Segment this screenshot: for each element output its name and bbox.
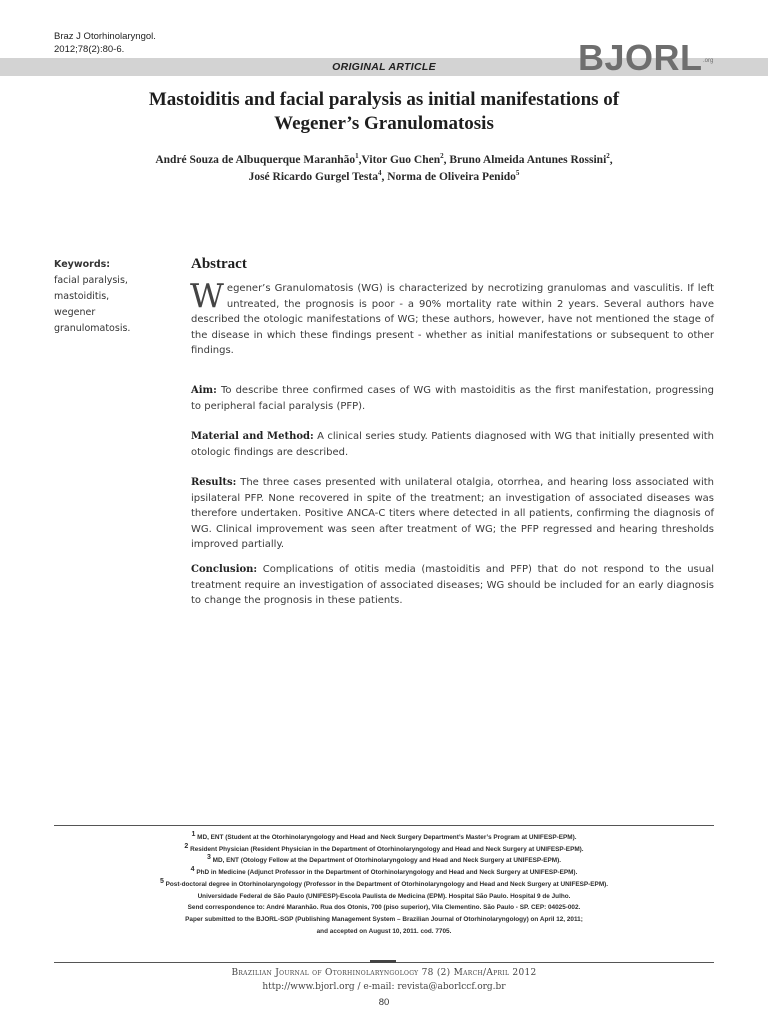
authors-line-1: André Souza de Albuquerque Maranhão$^1$,Vitor Guo Chen$^2$, Bruno Almeida Antunes Rossini$^2$, bbox=[155, 152, 613, 166]
abstract-heading: Abstract bbox=[191, 256, 247, 272]
conclusion-text: Complications of otitis media (mastoiditis and PFP) that do not respond to the usual treatment require an investigation of associated diseases; WG should be included for an early diagnosis to change the prognosis in these patients. bbox=[191, 564, 714, 606]
affiliation-mark: 2 bbox=[440, 152, 444, 161]
keyword-item: wegener bbox=[54, 307, 96, 318]
method-text: A clinical series study. Patients diagnosed with WG that initially presented with otologic findings are described. bbox=[191, 431, 714, 458]
keywords-label: Keywords: bbox=[54, 259, 111, 270]
keyword-item: facial paralysis, bbox=[54, 275, 128, 286]
footnote-4: $^4$ PhD in Medicine (Adjunct Professor in the Department of Otorhinolaryngology and Head and Neck Surgery at UNIFESP-EPM). bbox=[190, 865, 578, 877]
acceptance-note: and accepted on August 10, 2011. cod. 7705. bbox=[316, 927, 452, 935]
author-name: Bruno Almeida Antunes Rossini bbox=[449, 154, 607, 166]
title-line-1: Mastoiditis and facial paralysis as initial manifestations of bbox=[148, 89, 620, 110]
institution-note: Universidade Federal de São Paulo (UNIFESP)-Escola Paulista de Medicina (EPM). Hospital São Paulo. Hospital 9 de Julho. bbox=[197, 892, 571, 900]
footer-tick bbox=[370, 960, 396, 963]
volume-pages: 2012;78(2):80-6. bbox=[54, 44, 125, 55]
footnote-2: $^2$ Resident Physician (Resident Physician in the Department of Otorhinolaryngology and Head and Neck Surgery at UNIFESP-EPM). bbox=[184, 842, 584, 853]
footnote-1: $^1$ MD, ENT (Student at the Otorhinolaryngology and Head and Neck Surgery Department’s Master’s Program at UNIFESP-EPM). bbox=[191, 830, 577, 841]
drop-cap: W bbox=[190, 276, 224, 315]
submission-note: Paper submitted to the BJORL-SGP (Publishing Management System – Brazilian Journal of Otorhinolaryngology) on April 12, 2011; bbox=[185, 915, 583, 923]
keyword-item: mastoiditis, bbox=[54, 291, 110, 302]
article-title bbox=[60, 88, 708, 136]
logo-suffix: .org bbox=[703, 58, 714, 64]
title-line-2: Wegener’s Granulomatosis bbox=[274, 113, 494, 134]
abstract-method bbox=[191, 429, 714, 460]
affiliation-mark: 5 bbox=[515, 169, 520, 178]
author-name: José Ricardo Gurgel Testa bbox=[248, 171, 378, 183]
journal-name: Braz J Otorhinolaryngol. bbox=[54, 31, 156, 42]
section-label: ORIGINAL ARTICLE bbox=[332, 61, 436, 73]
footer-links[interactable]: http://www.bjorl.org / e-mail: revista@aborlccf.org.br bbox=[262, 982, 506, 992]
footnotes bbox=[54, 832, 714, 937]
correspondence-note: Send correspondence to: André Maranhão. Rua dos Otonis, 700 (piso superior), Vila Clementino. São Paulo - SP. CEP: 04025-002. bbox=[187, 904, 581, 912]
footnote-divider bbox=[54, 825, 714, 826]
footer-journal: Brazilian Journal of Otorhinolaryngology 78 (2) March/April 2012 bbox=[231, 968, 537, 978]
page-number: 80 bbox=[378, 997, 390, 1008]
abstract-results bbox=[191, 475, 714, 553]
conclusion-label: Conclusion: bbox=[191, 564, 258, 575]
keyword-item: granulomatosis. bbox=[54, 323, 131, 334]
footnote-5: $^5$ Post-doctoral degree in Otorhinolaryngology (Professor in the Department of Otorhinolaryngology and Head and Neck Surgery at UNIFESP-EPM). bbox=[159, 877, 609, 888]
author-name: Norma de Oliveira Penido bbox=[387, 171, 516, 183]
author-name: André Souza de Albuquerque Maranhão bbox=[155, 154, 356, 166]
method-label: Material and Method: bbox=[191, 431, 314, 442]
abstract-intro bbox=[190, 276, 714, 359]
journal-logo[interactable]: BJORL bbox=[578, 37, 703, 78]
citation bbox=[54, 30, 156, 56]
intro-text: egener’s Granulomatosis (WG) is characterized by necrotizing granulomas and vasculitis. If left untreated, the prognosis is poor - a 90% mortality rate within 2 years. Several authors have described the otologic manifestations of WG; these authors, however, have not mentioned the stage of the disease in which these findings present - whether as initial manifestations or subsequent to other findings. bbox=[191, 283, 714, 356]
author-list bbox=[60, 152, 708, 186]
author-name: Vitor Guo Chen bbox=[361, 154, 441, 166]
aim-label: Aim: bbox=[191, 385, 217, 396]
affiliation-mark: 2 bbox=[606, 152, 610, 161]
affiliation-mark: 4 bbox=[377, 169, 382, 178]
aim-text: To describe three confirmed cases of WG with mastoiditis as the first manifestation, progressing to peripheral facial paralysis (PFP). bbox=[191, 385, 714, 412]
affiliation-mark: 1 bbox=[355, 152, 359, 161]
abstract-aim bbox=[191, 383, 714, 414]
footnote-3: $^3$ MD, ENT (Otology Fellow at the Department of Otorhinolaryngology and Head and Neck Surgery at UNIFESP-EPM). bbox=[206, 854, 561, 865]
authors-line-2: José Ricardo Gurgel Testa$^4$, Norma de Oliveira Penido$^5$ bbox=[248, 169, 520, 183]
results-text: The three cases presented with unilateral otalgia, otorrhea, and hearing loss associated with ipsilateral PFP. None recovered in spite of the treatment; an investigation of associated diseases was therefore undertaken. Positive ANCA-C titers where detected in all patients, confirming the diagnosis of WG. Clinical improvement was seen after treatment of WG; the PFP regressed and hearing thresholds improved partially. bbox=[191, 477, 714, 550]
results-label: Results: bbox=[191, 477, 237, 488]
abstract-conclusion bbox=[191, 562, 714, 609]
keywords-box bbox=[54, 257, 179, 337]
